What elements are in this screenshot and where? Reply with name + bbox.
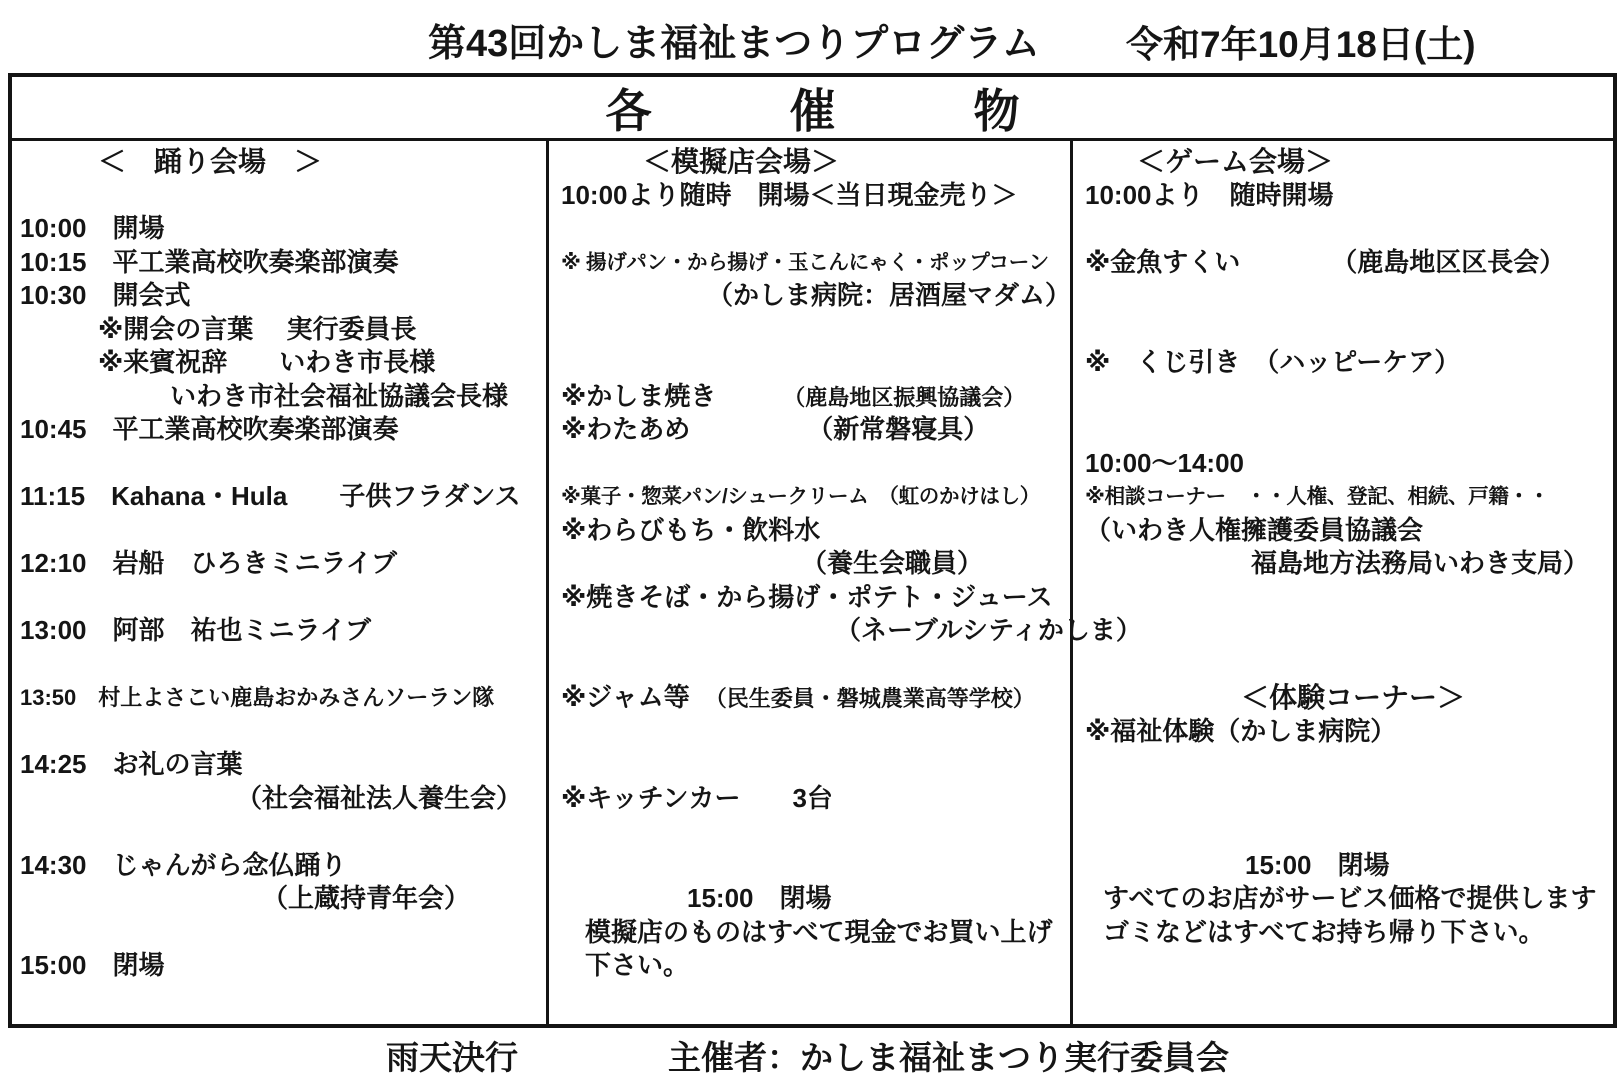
schedule-line: （ネーブルシティかしま） bbox=[835, 615, 1142, 645]
schedule-line: 15:00 閉場 bbox=[687, 883, 832, 913]
schedule-line: 10:30 開会式 bbox=[20, 280, 191, 310]
schedule-line: ※福祉体験（かしま病院） bbox=[1085, 715, 1397, 746]
schedule-line bbox=[1085, 648, 1613, 682]
schedule-line: 10:00～14:00 bbox=[1085, 447, 1244, 478]
schedule-line bbox=[561, 815, 1070, 849]
schedule-line bbox=[561, 212, 1070, 246]
schedule-line: （上蔵持青年会） bbox=[262, 883, 471, 913]
schedule-line: ※菓子・惣菜パン/シュークリーム （虹のかけはし） bbox=[561, 485, 1040, 508]
schedule-line bbox=[20, 447, 546, 481]
schedule-line bbox=[1085, 614, 1613, 648]
schedule-line: 福島地方法務局いわき支局） bbox=[1251, 548, 1590, 578]
schedule-line: 10:15 平工業高校吹奏楽部演奏 bbox=[20, 246, 399, 277]
schedule-line bbox=[20, 648, 546, 682]
schedule-line: （いわき人権擁護委員協議会 bbox=[1085, 514, 1424, 545]
schedule-line: 10:00 開場 bbox=[20, 213, 165, 243]
schedule-line: 14:25 お礼の言葉 bbox=[20, 749, 243, 779]
schedule-line bbox=[1085, 380, 1613, 414]
organizer-label: （民生委員・磐城農業高等学校） bbox=[715, 686, 1035, 711]
dance-venue-column bbox=[12, 141, 546, 1025]
venue-title: ＜体験コーナー＞ bbox=[1241, 682, 1466, 713]
schedule-line: ※来賓祝辞 いわき市長様 bbox=[98, 347, 436, 377]
schedule-line: 15:00 閉場 bbox=[1245, 849, 1390, 880]
food-stall-venue-column bbox=[546, 141, 1142, 1025]
schedule-line bbox=[20, 179, 546, 213]
schedule-line: （社会福祉法人養生会） bbox=[236, 782, 523, 813]
schedule-line: 下さい。 bbox=[585, 950, 690, 980]
organizer-note: 主催者：かしま福祉まつり実行委員会 bbox=[668, 1039, 1229, 1076]
page-title: 第43回かしま福祉まつりプログラム bbox=[428, 23, 1040, 65]
schedule-line bbox=[1085, 279, 1613, 313]
game-venue-column bbox=[1073, 141, 1613, 1025]
schedule-line: 15:00 閉場 bbox=[20, 950, 165, 980]
schedule-line: ※相談コーナー ・・人権、登記、相続、戸籍・・ bbox=[1085, 485, 1550, 508]
venue-title: ＜ゲーム会場＞ bbox=[1137, 146, 1334, 177]
event-date: 令和7年10月18日(土) bbox=[1126, 24, 1476, 65]
schedule-line bbox=[561, 346, 1070, 380]
schedule-line: ※わたあめ （新常磐寝具） bbox=[561, 414, 990, 444]
schedule-line: 13:50 村上よさこい鹿島おかみさんソーラン隊 bbox=[20, 685, 495, 710]
rain-or-shine-note: 雨天決行 bbox=[386, 1039, 518, 1076]
organizer-label: （鹿島地区振興協議会） bbox=[794, 384, 1026, 410]
venue-title: ＜ 踊り会場 ＞ bbox=[98, 146, 323, 177]
schedule-line bbox=[561, 715, 1070, 749]
schedule-line bbox=[1085, 782, 1613, 816]
schedule-line: ※かしま焼き （鹿島地区振興協議会） bbox=[561, 380, 1026, 411]
schedule-line: 13:00 阿部 祐也ミニライブ bbox=[20, 615, 371, 645]
schedule-line bbox=[561, 748, 1070, 782]
schedule-line bbox=[561, 648, 1070, 682]
schedule-line: 14:30 じゃんがら念仏踊り bbox=[20, 849, 347, 880]
schedule-line: 10:00より 随時開場 bbox=[1085, 179, 1334, 210]
venue-title: ＜模擬店会場＞ bbox=[643, 146, 840, 177]
schedule-line: ※ジャム等 （民生委員・磐城農業高等学校） bbox=[561, 682, 1035, 712]
venue-columns bbox=[12, 141, 1613, 1025]
schedule-line bbox=[1085, 212, 1613, 246]
schedule-line bbox=[20, 581, 546, 615]
schedule-line: ※金魚すくい （鹿島地区区長会） bbox=[1085, 246, 1566, 277]
schedule-line bbox=[1085, 815, 1613, 849]
schedule-line: ※開会の言葉 実行委員長 bbox=[98, 313, 417, 344]
schedule-line bbox=[20, 514, 546, 548]
schedule-line: すべてのお店がサービス価格で提供します bbox=[1103, 883, 1597, 913]
schedule-line bbox=[561, 447, 1070, 481]
schedule-line bbox=[20, 815, 546, 849]
program-table bbox=[8, 73, 1617, 1028]
schedule-line: ※キッチンカー 3台 bbox=[561, 782, 833, 813]
schedule-line bbox=[1085, 313, 1613, 347]
schedule-line: 模擬店のものはすべて現金でお買い上げ bbox=[585, 916, 1053, 947]
schedule-line bbox=[20, 715, 546, 749]
schedule-line: （養生会職員） bbox=[801, 548, 984, 578]
schedule-line bbox=[561, 849, 1070, 883]
schedule-line: ゴミなどはすべてお持ち帰り下さい。 bbox=[1103, 916, 1545, 947]
schedule-line: 10:45 平工業高校吹奏楽部演奏 bbox=[20, 414, 399, 444]
schedule-line bbox=[1085, 581, 1613, 615]
schedule-line: ※わらびもち・飲料水 bbox=[561, 514, 821, 545]
schedule-line bbox=[561, 313, 1070, 347]
schedule-line: いわき市社会福祉協議会長様 bbox=[170, 380, 509, 411]
schedule-line: 11:15 Kahana・Hula 子供フラダンス bbox=[20, 481, 521, 511]
schedule-line: 10:00より随時 開場＜当日現金売り＞ bbox=[561, 179, 1018, 210]
schedule-line: ※ 揚げパン・から揚げ・玉こんにゃく・ポップコーン bbox=[561, 250, 1049, 274]
schedule-line bbox=[20, 916, 546, 950]
schedule-line: （かしま病院：居酒屋マダム） bbox=[707, 280, 1072, 310]
schedule-line: ※焼きそば・から揚げ・ポテト・ジュース bbox=[561, 581, 1053, 612]
schedule-line: ※ くじ引き （ハッピーケア） bbox=[1085, 347, 1461, 377]
schedule-line bbox=[1085, 413, 1613, 447]
schedule-line bbox=[1085, 748, 1613, 782]
schedule-line: 12:10 岩船 ひろきミニライブ bbox=[20, 548, 397, 578]
table-caption: 各 催 物 bbox=[12, 77, 1613, 141]
